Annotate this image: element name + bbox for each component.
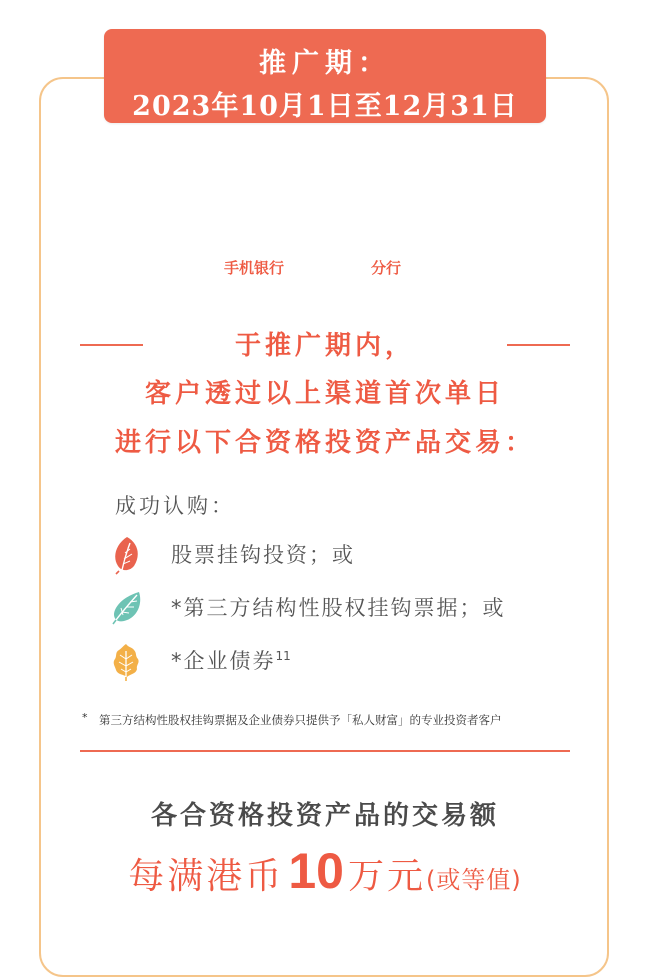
footnote-divider <box>80 750 570 752</box>
headline-line-1: 于推广期内， <box>234 331 415 361</box>
promo-period-dates: 2023年10月1日至12月31日 <box>132 91 518 122</box>
amount-note: (或等值) <box>425 866 522 894</box>
orange-leaf-icon <box>110 641 144 681</box>
subscription-lead: 成功认购： <box>115 494 235 518</box>
list-item-label: *第三方结构性股权挂钩票据；或 <box>171 596 506 620</box>
headline-line-3: 进行以下合资格投资产品交易： <box>114 428 535 458</box>
headline-line-2: 客户透过以上渠道首次单日 <box>144 379 505 409</box>
amount-suffix: 万元 <box>347 856 426 897</box>
promo-period-banner <box>104 29 546 123</box>
promo-period-label: 推广期： <box>259 48 391 79</box>
amount-title: 各合资格投资产品的交易额 <box>150 801 499 831</box>
list-item-label: *企业债券$^{11}$ <box>171 649 291 673</box>
red-leaf-icon <box>110 535 144 575</box>
amount-line <box>0 842 650 900</box>
amount-number: 10 <box>288 843 344 899</box>
channel-mobile-banking: 手机银行 <box>224 259 285 277</box>
footnote-marker: * <box>82 711 88 724</box>
list-item-label: 股票挂钩投资；或 <box>171 543 355 567</box>
teal-leaf-icon <box>110 588 144 628</box>
channel-branch: 分行 <box>371 259 402 277</box>
footnote-ref: 11 <box>275 649 291 663</box>
footnote-text: 第三方结构性股权挂钩票据及企业债券只提供予「私人财富」的专业投资者客户 <box>99 713 502 727</box>
amount-prefix: 每满港币 <box>128 856 285 897</box>
